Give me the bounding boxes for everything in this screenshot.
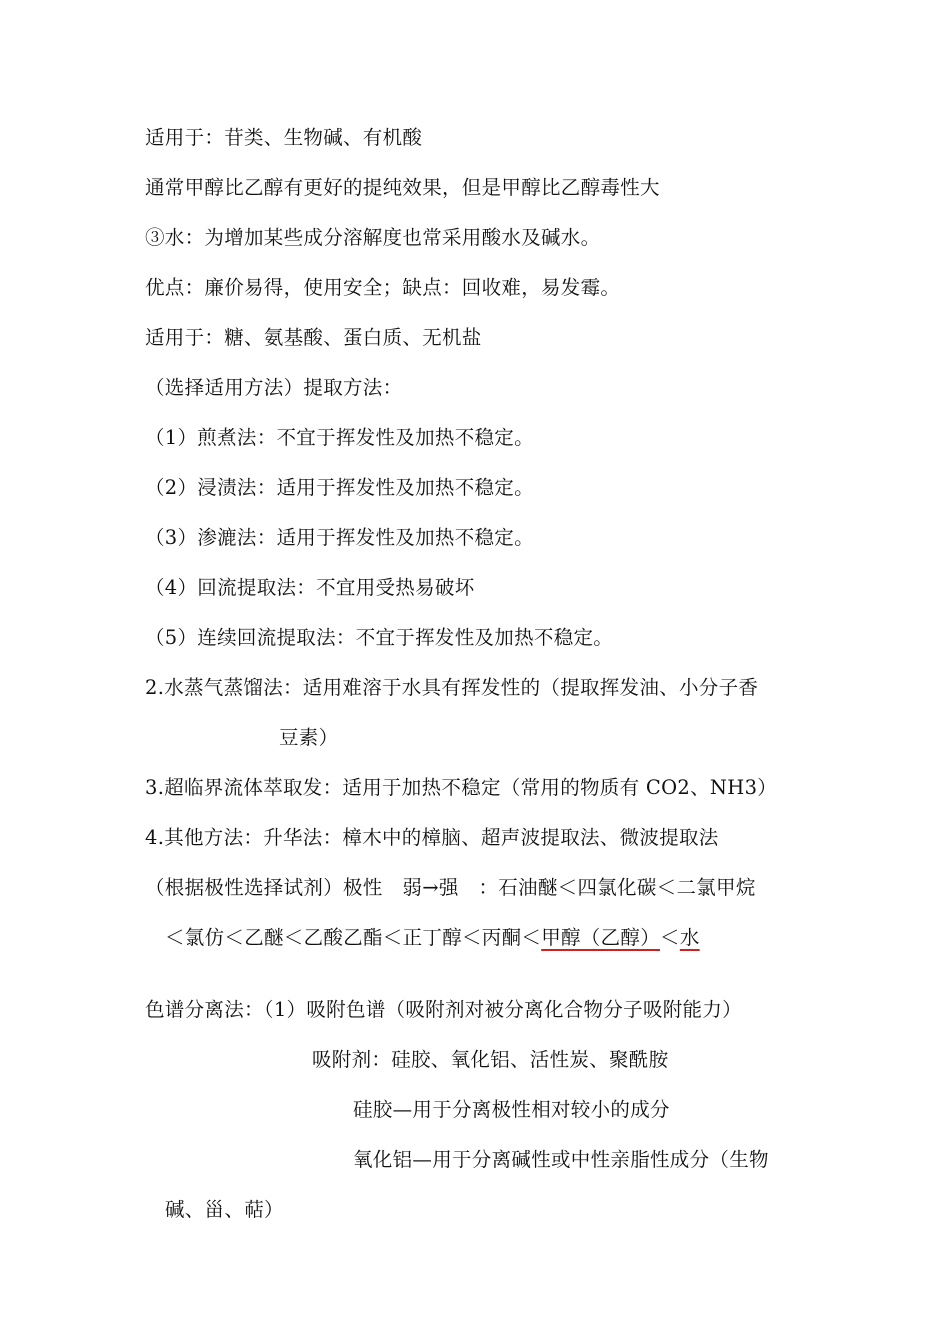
line-4: 优点：廉价易得，使用安全；缺点：回收难，易发霉。: [145, 276, 621, 299]
line-10: （4）回流提取法：不宜用受热易破坏: [145, 576, 475, 599]
line-20: 硅胶—用于分离极性相对较小的成分: [353, 1098, 670, 1121]
line-3: ③水：为增加某些成分溶解度也常采用酸水及碱水。: [145, 226, 601, 249]
line-6: （选择适用方法）提取方法：: [145, 376, 403, 399]
line-1: 适用于：苷类、生物碱、有机酸: [145, 126, 423, 149]
line-14: 3.超临界流体萃取发：适用于加热不稳定（常用的物质有 CO2、NH3）: [145, 776, 778, 799]
line-15: 4.其他方法：升华法：樟木中的樟脑、超声波提取法、微波提取法: [145, 826, 719, 849]
line-17: [165, 924, 700, 952]
underlined-methanol: 甲醇（乙醇）: [541, 926, 661, 949]
line-13: 豆素）: [279, 726, 339, 749]
line-17-mid: ＜: [660, 926, 680, 949]
underlined-water: 水: [679, 926, 700, 949]
line-21: 氧化铝—用于分离碱性或中性亲脂性成分（生物: [353, 1148, 769, 1171]
line-2: 通常甲醇比乙醇有更好的提纯效果，但是甲醇比乙醇毒性大: [145, 176, 660, 199]
line-18: 色谱分离法：（1）吸附色谱（吸附剂对被分离化合物分子吸附能力）: [145, 998, 742, 1021]
line-12: 2.水蒸气蒸馏法：适用难溶于水具有挥发性的（提取挥发油、小分子香: [145, 676, 759, 699]
line-7: （1）煎煮法：不宜于挥发性及加热不稳定。: [145, 426, 534, 449]
line-5: 适用于：糖、氨基酸、蛋白质、无机盐: [145, 326, 482, 349]
line-9: （3）渗漉法：适用于挥发性及加热不稳定。: [145, 526, 534, 549]
line-16: （根据极性选择试剂）极性 弱→强 ：石油醚＜四氯化碳＜二氯甲烷: [145, 876, 756, 899]
line-8: （2）浸渍法：适用于挥发性及加热不稳定。: [145, 476, 534, 499]
line-11: （5）连续回流提取法：不宜于挥发性及加热不稳定。: [145, 626, 614, 649]
line-19: 吸附剂：硅胶、氧化铝、活性炭、聚酰胺: [312, 1048, 669, 1071]
line-22: 碱、甾、萜）: [165, 1198, 284, 1221]
line-17-pre: ＜氯仿＜乙醚＜乙酸乙酯＜正丁醇＜丙酮＜: [165, 926, 542, 949]
